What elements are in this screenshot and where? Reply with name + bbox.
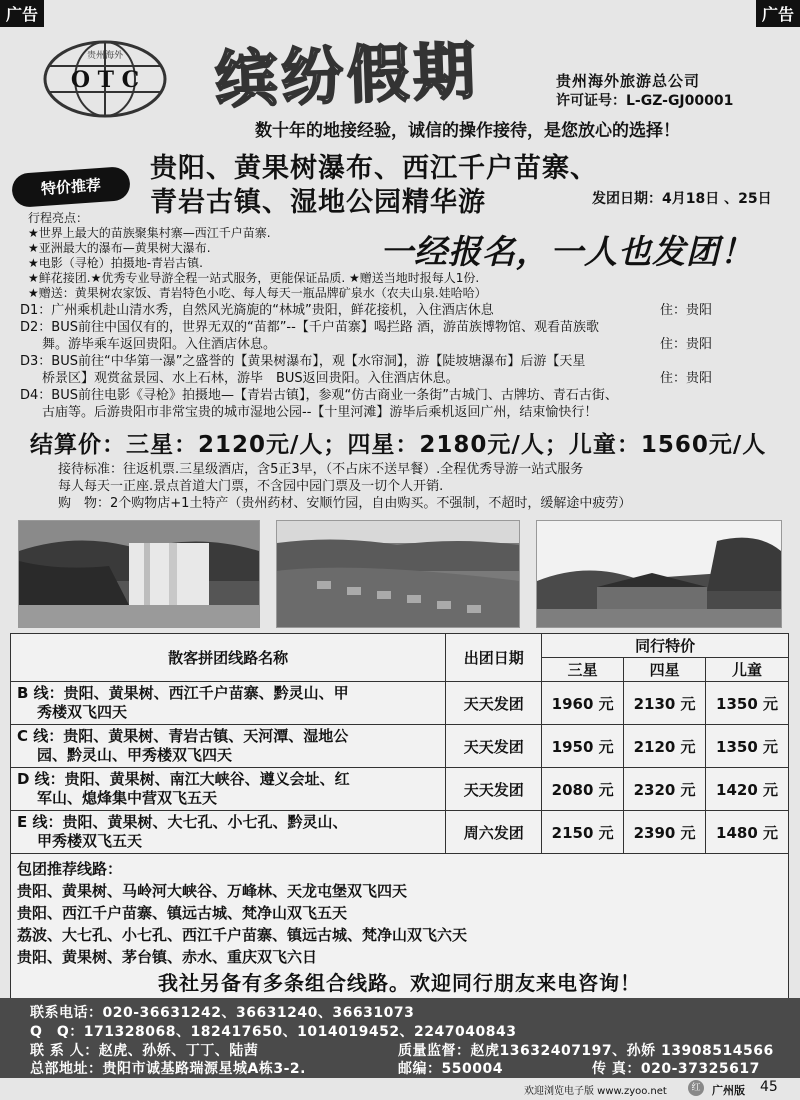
route-name: B 线：贵阳、黄果树、西江千户苗寨、黔灵山、甲 [17,684,349,702]
fax: 传 真：020-37325617 [592,1061,760,1077]
price-four-star: 2120 元 [624,725,706,768]
itinerary-line: 舞。游毕乘车返回贵阳。入住酒店休息。 [42,337,277,352]
license-number: 许可证号：L-GZ-GJ00001 [556,93,734,109]
route-name: D 线：贵阳、黄果树、南江大峡谷、遵义会址、红 [17,770,350,788]
route-name: E 线：贵阳、黄果树、大七孔、小七孔、黔灵山、 [17,813,348,831]
header-four-star: 四星 [624,658,706,682]
itinerary-line: D2：BUS前往中国仅有的，世界无双的“苗都”--【千户苗寨】喝拦路 酒，游苗族博物馆、观看苗族歌 [20,320,599,335]
route-date: 天天发团 [446,768,542,811]
header-departure-date: 出团日期 [446,634,542,682]
price-four-star: 2390 元 [624,811,706,854]
contact-persons: 联 系 人：赵虎、孙娇、丁丁、陆茜 [30,1043,259,1059]
service-standard: 每人每天一正座.景点首道大门票，不含园中园门票及一切个人开销. [58,479,444,494]
route-name-cont: 甲秀楼双飞五天 [37,832,143,850]
headline-1: 贵阳、黄果树瀑布、西江千户苗寨、 [150,153,598,184]
service-standard: 购 物：2个购物店+1土特产（贵州药材、安顺竹园，自由购买。不强制，不超时，缓解途中疲劳） [58,496,632,511]
ad-label-right: 广告 [756,0,800,27]
contact-phone: 联系电话：020-36631242、36631240、36631073 [30,1005,415,1021]
header-peer-price: 同行特价 [542,634,789,658]
quality-supervision: 质量监督：赵虎13632407197、孙娇 13908514566 [398,1043,774,1059]
page-number: 45 [760,1079,778,1095]
ancient-town-photo [536,520,782,628]
village-photo [276,520,520,628]
header-route-name: 散客拼团线路名称 [11,634,446,682]
charter-route: 贵阳、黄果树、马岭河大峡谷、万峰林、天龙屯堡双飞四天 [17,882,408,900]
waterfall-photo [18,520,260,628]
table-row [11,682,789,725]
itinerary-day-4 [20,387,788,421]
charter-route: 贵阳、西江千户苗寨、镇远古城、梵净山双飞五天 [17,904,348,922]
highlight-item: ★世界上最大的苗族聚集村寨—西江千户苗寨. [28,226,271,240]
highlight-item: ★电影（寻枪）拍摄地-青岩古镇. [28,256,203,270]
route-date: 周六发团 [446,811,542,854]
postcode: 邮编：550004 [398,1061,503,1077]
route-name: C 线：贵阳、黄果树、青岩古镇、天河潭、湿地公 [17,727,349,745]
charter-route: 荔波、大七孔、小七孔、西江千户苗寨、镇远古城、梵净山双飞六天 [17,926,468,944]
price-child: 1350 元 [706,725,789,768]
itinerary-line: D4：BUS前往电影《寻枪》拍摄地—【青岩古镇】，参观“仿古商业一条街”古城门、古牌坊、青石古街、 [20,388,618,403]
highlight-item: ★赠送：黄果树农家饭、青岩特色小吃、每人每天一瓶品牌矿泉水（农夫山泉.娃哈哈） [28,286,487,300]
brand-circle-icon: 红 [688,1080,704,1096]
price-three-star: 1960 元 [542,682,624,725]
highlight-item: ★鲜花接团.★优秀专业导游全程一站式服务，更能保证品质. ★赠送当地时报每人1份. [28,271,480,285]
route-name-cont: 园、黔灵山、甲秀楼双飞四天 [37,746,233,764]
itinerary-stay: 住：贵阳 [660,303,713,318]
route-date: 天天发团 [446,725,542,768]
headline-2: 青岩古镇、湿地公园精华游 [150,187,486,218]
contact-footer [0,998,800,1078]
itinerary-line: 古庙等。后游贵阳市非常宝贵的城市湿地公园--【十里河滩】游毕后乘机返回广州，结束愉快行！ [42,405,598,420]
route-name-cont: 秀楼双飞四天 [37,703,128,721]
table-row [11,768,789,811]
table-row [11,725,789,768]
contact-qq: Q Q：171328068、182417650、1014019452、2247040843 [30,1024,517,1040]
route-table [10,633,789,1003]
charter-title: 包团推荐线路： [17,860,123,878]
page-title: 缤纷假期 [213,34,481,117]
itinerary-stay: 住：贵阳 [660,337,713,352]
highlights-title: 行程亮点： [28,211,89,225]
header-child: 儿童 [706,658,789,682]
itinerary-day-1 [20,302,788,319]
charter-row [11,854,789,1003]
itinerary-day-2 [20,319,788,353]
route-date: 天天发团 [446,682,542,725]
price-three-star: 1950 元 [542,725,624,768]
slogan: 数十年的地接经验，诚信的操作接待，是您放心的选择！ [255,121,680,141]
settlement-price: 结算价：三星：2120元/人；四星：2180元/人；儿童：1560元/人 [30,432,767,458]
special-badge: 特价推荐 [11,166,131,208]
price-four-star: 2320 元 [624,768,706,811]
hq-address: 总部地址：贵阳市诚基路瑞源星城A栋3-2. [30,1061,306,1077]
header-three-star: 三星 [542,658,624,682]
table-row [11,811,789,854]
price-four-star: 2130 元 [624,682,706,725]
service-standard: 接待标准：往返机票.三星级酒店，含5正3早，（不占床不送早餐）.全程优秀导游一站式服务 [58,462,584,477]
ad-label-left: 广告 [0,0,44,27]
edition-label: 广州版 [712,1084,745,1097]
highlight-item: ★亚洲最大的瀑布—黄果树大瀑布. [28,241,211,255]
price-three-star: 2080 元 [542,768,624,811]
price-child: 1480 元 [706,811,789,854]
departure-dates: 发团日期：4月18日 、25日 [592,191,772,207]
itinerary-line: D1：广州乘机赴山清水秀，自然风光旖旎的“林城”贵阳，鲜花接机，入住酒店休息 [20,303,494,318]
charter-route: 贵阳、黄果树、茅台镇、赤水、重庆双飞六日 [17,948,318,966]
itinerary-line: D3：BUS前往“中华第一瀑”之盛誉的【黄果树瀑布】，观【水帘洞】，游【陡坡塘瀑布】后游【天星 [20,354,586,369]
inquiry-slogan: 我社另备有多条组合线路。欢迎同行朋友来电咨询！ [158,971,641,995]
company-name: 贵州海外旅游总公司 [556,72,701,90]
price-child: 1420 元 [706,768,789,811]
logo-subtext: 贵州海外 [86,51,124,61]
itinerary-line: 桥景区】观赏盆景园、水上石林，游毕 BUS返回贵阳。入住酒店休息。 [42,371,459,386]
site-link-text: 欢迎浏览电子版 www.zyoo.net [524,1086,667,1097]
otc-logo [40,38,170,120]
join-slogan: 一经报名，一人也发团！ [380,232,754,271]
price-three-star: 2150 元 [542,811,624,854]
itinerary-day-3 [20,353,788,387]
itinerary-stay: 住：贵阳 [660,371,713,386]
page-footer-strip [0,1078,800,1100]
route-name-cont: 军山、熄烽集中营双飞五天 [37,789,218,807]
logo-text: O T C [70,67,140,93]
price-child: 1350 元 [706,682,789,725]
